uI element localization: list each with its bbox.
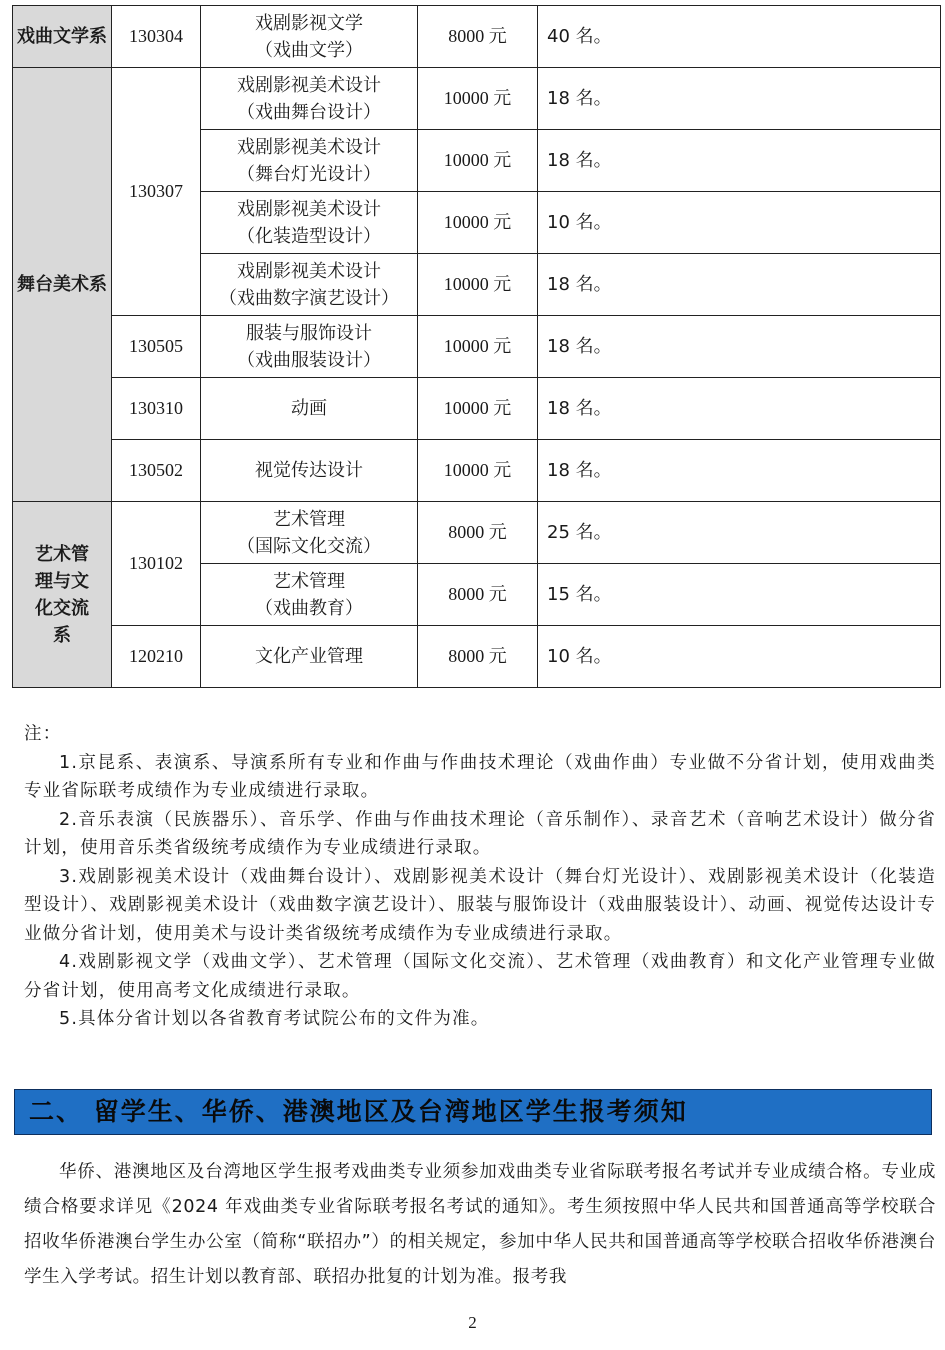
quota-cell: 18 名。 <box>538 68 941 130</box>
major-name-cell: 戏剧影视美术设计 （化装造型设计） <box>201 192 418 254</box>
note-item: 1.京昆系、表演系、导演系所有专业和作曲与作曲技术理论（戏曲作曲）专业做不分省计划，使用戏曲类专业省际联考成绩作为专业成绩进行录取。 <box>24 752 936 801</box>
table-row <box>13 378 941 440</box>
major-code-cell: 120210 <box>112 626 201 688</box>
tuition-cell: 10000 元 <box>418 68 538 130</box>
tuition-cell: 10000 元 <box>418 192 538 254</box>
major-name-cell: 艺术管理 （戏曲教育） <box>201 564 418 626</box>
tuition-cell: 10000 元 <box>418 254 538 316</box>
enrollment-plan-table <box>12 5 941 688</box>
major-code-cell: 130307 <box>112 68 201 316</box>
table-row <box>13 626 941 688</box>
dept-cell: 舞台美术系 <box>13 68 112 502</box>
table-row <box>13 6 941 68</box>
tuition-cell: 8000 元 <box>418 502 538 564</box>
major-code-cell: 130304 <box>112 6 201 68</box>
major-name-cell: 服装与服饰设计 （戏曲服装设计） <box>201 316 418 378</box>
quota-cell: 18 名。 <box>538 378 941 440</box>
quota-cell: 18 名。 <box>538 130 941 192</box>
quota-cell: 10 名。 <box>538 192 941 254</box>
major-code-cell: 130310 <box>112 378 201 440</box>
table-row <box>13 68 941 130</box>
table-row <box>13 316 941 378</box>
notes-section <box>24 720 936 1034</box>
major-code-cell: 130502 <box>112 440 201 502</box>
major-name-cell: 视觉传达设计 <box>201 440 418 502</box>
quota-cell: 25 名。 <box>538 502 941 564</box>
dept-cell: 艺术管理与文化交流系 <box>13 502 112 688</box>
major-name-cell: 文化产业管理 <box>201 626 418 688</box>
tuition-cell: 8000 元 <box>418 626 538 688</box>
quota-cell: 18 名。 <box>538 316 941 378</box>
quota-cell: 40 名。 <box>538 6 941 68</box>
major-name-cell: 艺术管理 （国际文化交流） <box>201 502 418 564</box>
note-item: 5.具体分省计划以各省教育考试院公布的文件为准。 <box>59 1009 490 1029</box>
major-name-cell: 动画 <box>201 378 418 440</box>
major-code-cell: 130102 <box>112 502 201 626</box>
major-code-cell: 130505 <box>112 316 201 378</box>
table-row <box>13 440 941 502</box>
quota-cell: 18 名。 <box>538 254 941 316</box>
page-number: 2 <box>468 1313 477 1332</box>
tuition-cell: 8000 元 <box>418 6 538 68</box>
section-body-paragraph: 华侨、港澳地区及台湾地区学生报考戏曲类专业须参加戏曲类专业省际联考报名考试并专业成绩合格。专业成绩合格要求详见《2024 年戏曲类专业省际联考报名考试的通知》。考生须按照中华人民共和国普通高等学校联合招收华侨港澳台学生办公室（简称“联招办”）的相关规定，参加中华人民共和国普通高等学校联合招收华侨港澳台学生入学考试。招生计划以教育部、联招办批复的计划为准。报考我 <box>24 1162 936 1287</box>
major-name-cell: 戏剧影视美术设计 （戏曲数字演艺设计） <box>201 254 418 316</box>
table-row <box>13 502 941 564</box>
tuition-cell: 10000 元 <box>418 316 538 378</box>
quota-cell: 15 名。 <box>538 564 941 626</box>
major-name-cell: 戏剧影视美术设计 （戏曲舞台设计） <box>201 68 418 130</box>
quota-cell: 18 名。 <box>538 440 941 502</box>
dept-cell: 戏曲文学系 <box>13 6 112 68</box>
major-name-cell: 戏剧影视文学 （戏曲文学） <box>201 6 418 68</box>
major-name-cell: 戏剧影视美术设计 （舞台灯光设计） <box>201 130 418 192</box>
tuition-cell: 10000 元 <box>418 378 538 440</box>
notes-heading: 注： <box>24 724 62 744</box>
tuition-cell: 8000 元 <box>418 564 538 626</box>
tuition-cell: 10000 元 <box>418 130 538 192</box>
quota-cell: 10 名。 <box>538 626 941 688</box>
note-item: 3.戏剧影视美术设计（戏曲舞台设计）、戏剧影视美术设计（舞台灯光设计）、戏剧影视美术设计（化装造型设计）、戏剧影视美术设计（戏曲数字演艺设计）、服装与服饰设计（戏曲服装设计）、动画、视觉传达设计专业做分省计划，使用美术与设计类省级统考成绩作为专业成绩进行录取。 <box>24 866 936 944</box>
note-item: 2.音乐表演（民族器乐）、音乐学、作曲与作曲技术理论（音乐制作）、录音艺术（音响艺术设计）做分省计划，使用音乐类省级统考成绩作为专业成绩进行录取。 <box>24 809 936 858</box>
tuition-cell: 10000 元 <box>418 440 538 502</box>
section-heading-banner: 二、 留学生、华侨、港澳地区及台湾地区学生报考须知 <box>14 1089 932 1135</box>
note-item: 4.戏剧影视文学（戏曲文学）、艺术管理（国际文化交流）、艺术管理（戏曲教育）和文化产业管理专业做分省计划，使用高考文化成绩进行录取。 <box>24 952 936 1001</box>
